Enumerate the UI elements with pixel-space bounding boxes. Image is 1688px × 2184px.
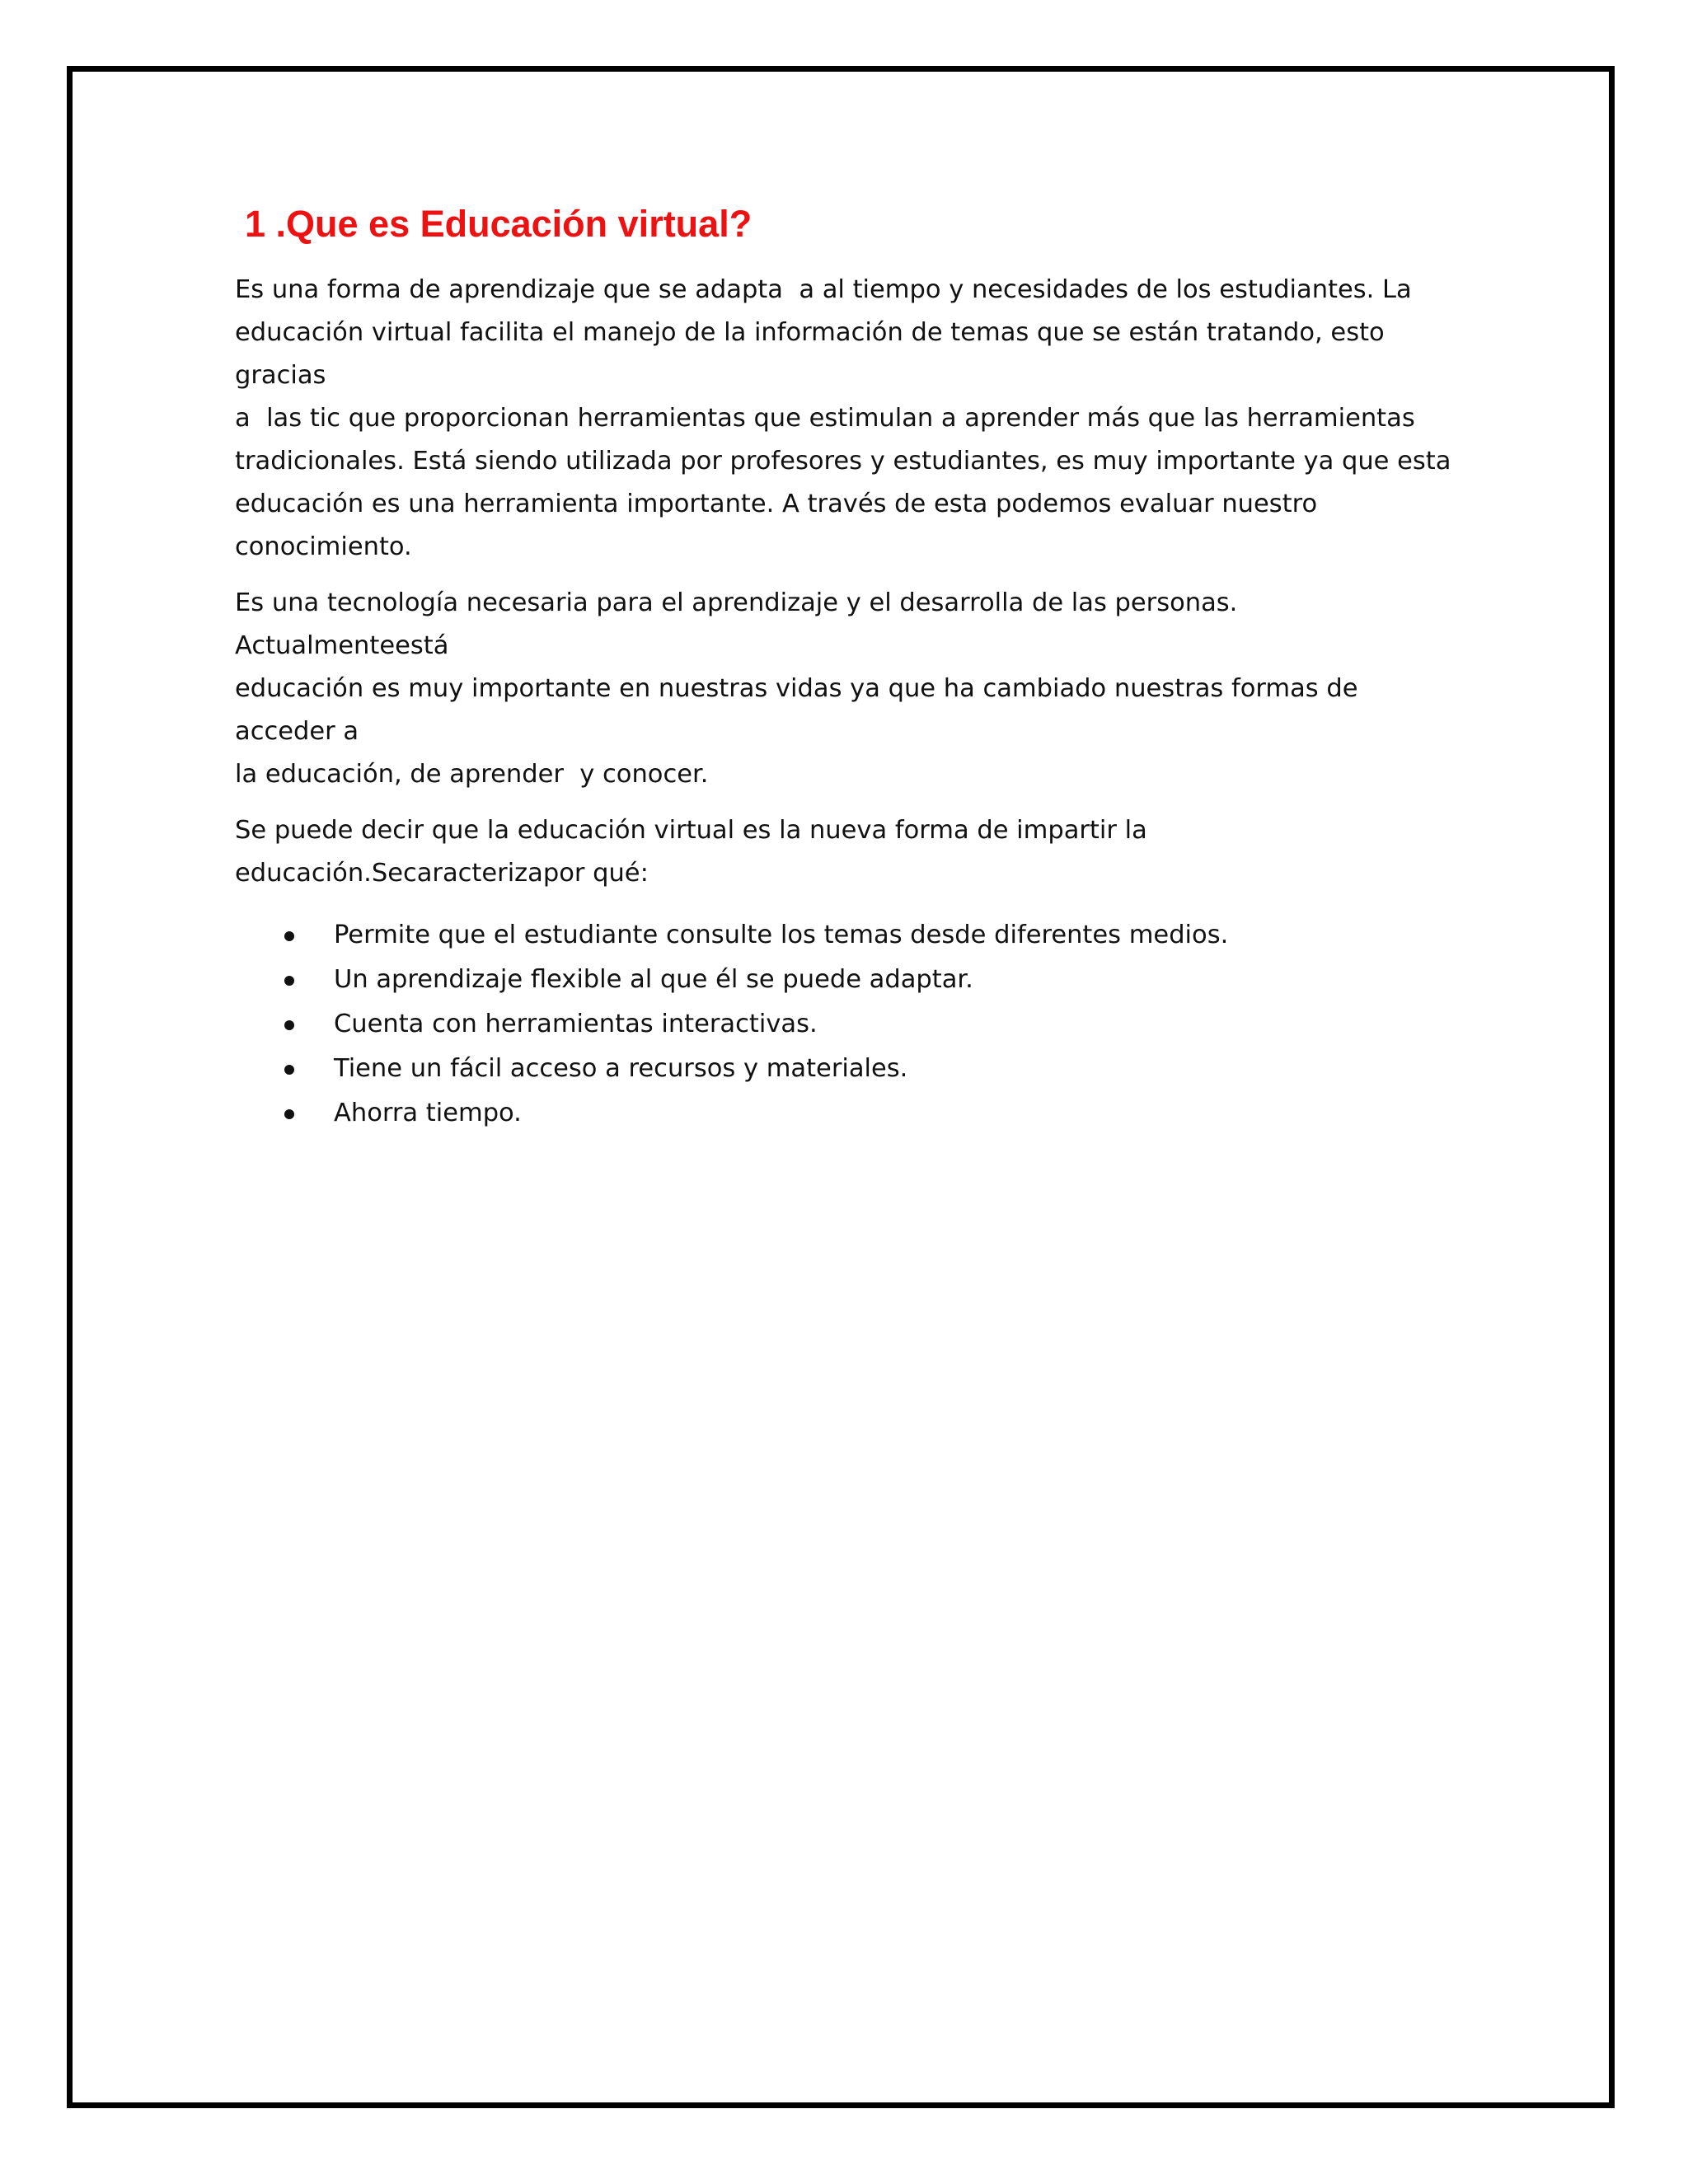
paragraph-2-line-3: la educación, de aprender y conocer.	[235, 760, 709, 789]
paragraph-2	[235, 582, 1455, 796]
paragraph-1-line-4: tradicionales. Está siendo utilizada por profesores y estudiantes, es muy importante ya que esta	[235, 447, 1451, 476]
bullet-icon	[284, 1109, 294, 1119]
bullet-icon	[284, 931, 294, 941]
document-title: 1 .Que es Educación virtual?	[245, 203, 753, 245]
bullet-icon	[284, 976, 294, 986]
paragraph-2-line-1: Es una tecnología necesaria para el aprendizaje y el desarrolla de las personas. Actualmenteestá	[235, 588, 1246, 660]
paragraph-3-line-1: Se puede decir que la educación virtual es la nueva forma de impartir la	[235, 816, 1147, 845]
paragraph-1-line-1: Es una forma de aprendizaje que se adapta a al tiempo y necesidades de los estudiantes. La	[235, 275, 1412, 304]
list-item	[235, 1002, 1455, 1047]
characteristics-list	[235, 913, 1455, 1136]
paragraph-1-line-3: a las tic que proporcionan herramientas que estimulan a aprender más que las herramientas	[235, 404, 1415, 433]
document-body	[235, 198, 1455, 1136]
list-item-text: Un aprendizaje flexible al que él se puede adaptar.	[334, 965, 973, 994]
list-item-text: Ahorra tiempo.	[334, 1099, 522, 1127]
list-item	[235, 1047, 1455, 1091]
list-item	[235, 913, 1455, 958]
list-item-text: Tiene un fácil acceso a recursos y materiales.	[334, 1054, 908, 1083]
list-item	[235, 958, 1455, 1002]
bullet-icon	[284, 1020, 294, 1030]
paragraph-2-line-2: educación es muy importante en nuestras vidas ya que ha cambiado nuestras formas de acceder a	[235, 674, 1367, 746]
paragraph-1	[235, 269, 1455, 569]
paragraph-3	[235, 809, 1455, 895]
bullet-icon	[284, 1065, 294, 1075]
paragraph-1-line-6: conocimiento.	[235, 532, 412, 561]
list-item-text: Permite que el estudiante consulte los temas desde diferentes medios.	[334, 921, 1229, 949]
paragraph-3-line-2: educación.Secaracterizapor qué:	[235, 859, 649, 888]
paragraph-1-line-5: educación es una herramienta importante. A través de esta podemos evaluar nuestro	[235, 490, 1318, 518]
list-item	[235, 1091, 1455, 1136]
paragraph-1-line-2: educación virtual facilita el manejo de la información de temas que se están tratando, esto gracias	[235, 318, 1393, 390]
list-item-text: Cuenta con herramientas interactivas.	[334, 1010, 818, 1038]
